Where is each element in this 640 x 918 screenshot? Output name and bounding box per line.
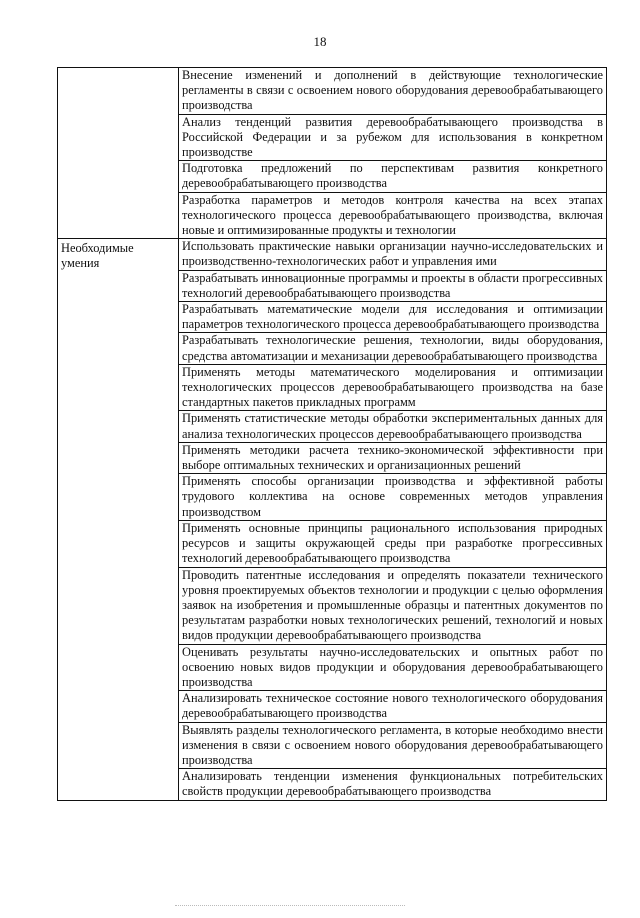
row-text: Применять основные принципы рационального использования природных ресурсов и защиты окружающей среды при разработке прогрессивных технологий деревообрабатывающего производства [182,520,603,566]
row-label-cell [58,68,179,239]
row-text: Разрабатывать технологические решения, технологии, виды оборудования, средства автоматизации и механизации деревообрабатывающего производства [182,333,603,363]
scan-footer-artifact [175,905,405,907]
row-text-cell [179,192,607,239]
row-text-cell [179,302,607,333]
row-text: Разрабатывать математические модели для исследования и оптимизации параметров технологического процесса деревообрабатывающего производства [182,302,603,332]
row-text-cell [179,114,607,161]
row-text-cell [179,520,607,567]
table-row [58,68,607,115]
row-text: Внесение изменений и дополнений в действующие технологические регламенты в связи с освоением нового оборудования деревообрабатывающего производства [182,68,603,113]
row-text-cell [179,239,607,270]
row-text-cell [179,68,607,115]
row-text: Использовать практические навыки организации научно-исследовательских и производственно-технологических работ и управления ими [182,239,603,269]
row-text-cell [179,270,607,301]
row-text: Подготовка предложений по перспективам развития конкретного деревообрабатывающего производства [182,161,603,191]
row-text: Разрабатывать инновационные программы и проекты в области прогрессивных технологий деревообрабатывающего производства [182,270,603,300]
section-label-necessary-skills: Необходимые умения [58,239,179,800]
row-text: Разработка параметров и методов контроля качества на всех этапах технологического процесса деревообрабатывающего производства, включая новые и оптимизированные продукты и технологии [182,192,603,238]
row-text-cell [179,364,607,411]
requirements-table [57,67,607,801]
row-text-cell [179,411,607,442]
row-text: Применять способы организации производства и эффективной работы трудового коллектива на основе современных методов управления производством [182,474,603,519]
row-text-cell [179,442,607,473]
row-text: Анализировать тенденции изменения функциональных потребительских свойств продукции деревообрабатывающего производства [182,769,603,799]
table-row [58,239,607,270]
requirements-table-container [57,67,607,801]
row-text: Анализировать техническое состояние нового технологического оборудования деревообрабатывающего производства [182,691,603,721]
row-text-cell [179,161,607,192]
row-text: Применять методики расчета технико-экономической эффективности при выборе оптимальных технических и организационных решений [182,442,603,473]
row-text: Проводить патентные исследования и определять показатели технического уровня проектируемых объектов технологии и продукции с целью оформления заявок на изобретения и промышленные образцы и патентных документов по результатам разработки новых технологических решений, технологий и новых видов продукции деревообрабатывающего производства [182,567,603,643]
row-text: Оценивать результаты научно-исследовательских и опытных работ по освоению новых видов продукции и оборудования деревообрабатывающего производства [182,644,603,689]
row-text-cell [179,333,607,364]
row-text: Применять методы математического моделирования и оптимизации технологических процессов деревообрабатывающего производства на базе стандартных пакетов прикладных программ [182,364,603,410]
row-text-cell [179,722,607,769]
row-text: Выявлять разделы технологического регламента, в которые необходимо внести изменения в связи с освоением нового оборудования деревообрабатывающего производства [182,722,603,767]
row-text: Анализ тенденций развития деревообрабатывающего производства в Российской Федерации и за рубежом для использования в конкретном производстве [182,114,603,160]
row-text-cell [179,644,607,691]
row-text-cell [179,567,607,644]
row-text-cell [179,691,607,722]
row-text-cell [179,474,607,521]
page-number: 18 [313,34,327,49]
row-text: Применять статистические методы обработки экспериментальных данных для анализа технологических процессов деревообрабатывающего производства [182,411,603,441]
row-text-cell [179,769,607,800]
